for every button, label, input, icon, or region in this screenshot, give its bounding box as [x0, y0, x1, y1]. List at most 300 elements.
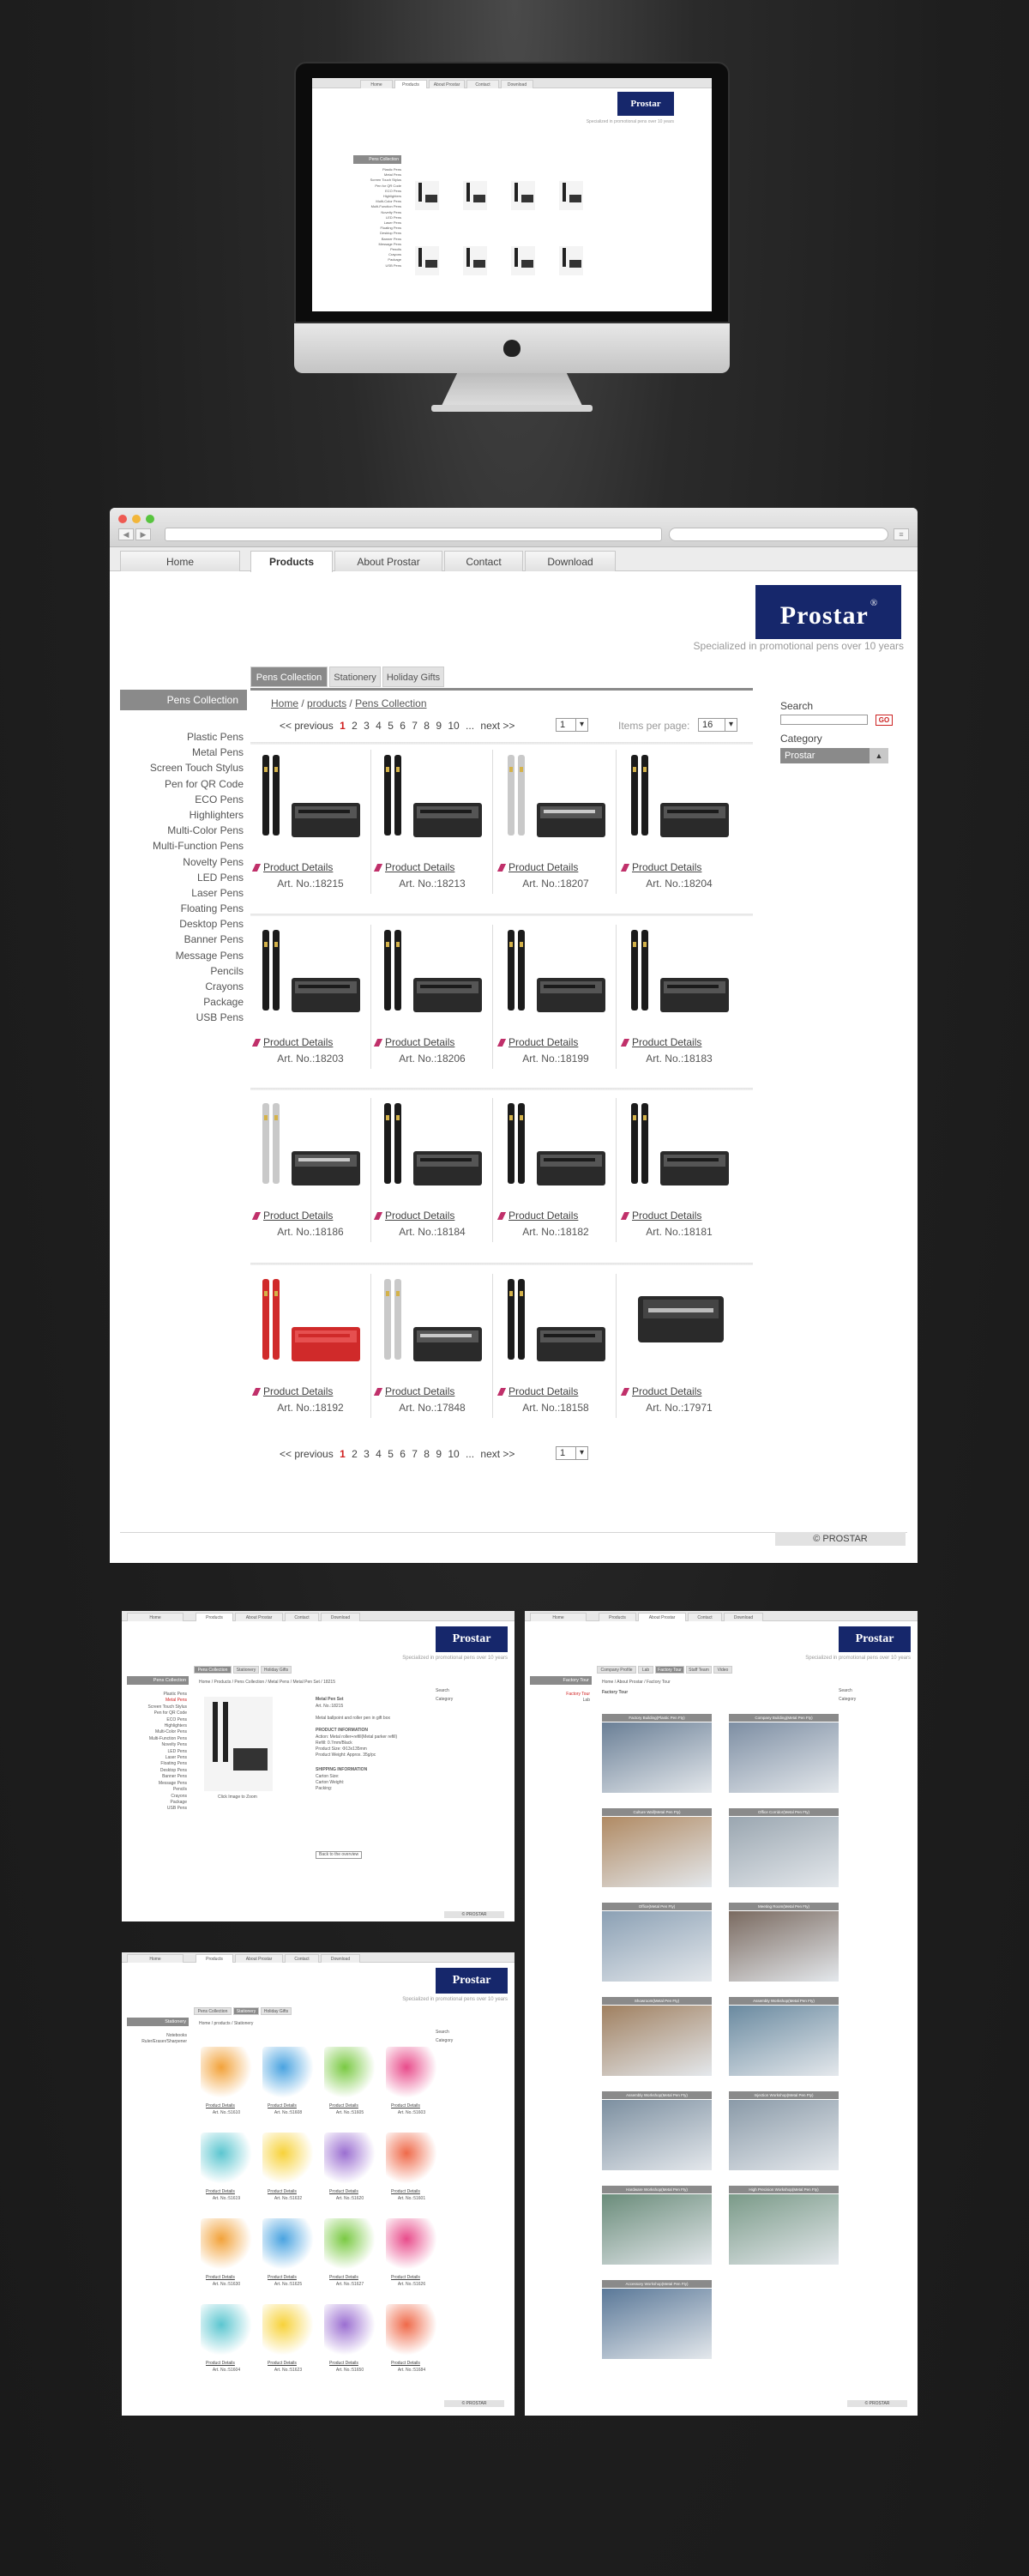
mini-tab-contact[interactable]: Contact [466, 80, 499, 88]
stationery-image[interactable] [201, 2304, 252, 2356]
pager-page[interactable]: 6 [400, 1448, 406, 1460]
stationery-card[interactable] [199, 2304, 254, 2386]
preview-tab-about[interactable]: About Prostar [235, 1613, 283, 1621]
preview-breadcrumb: Home / About Prostar / Factory Tour [602, 1680, 671, 1685]
preview-footer: © PROSTAR [847, 2400, 907, 2407]
product-image[interactable] [623, 750, 736, 853]
nav-tab-contact[interactable]: Contact [444, 551, 523, 571]
preview-title: Factory Tour [602, 1690, 629, 1695]
product-image[interactable] [254, 925, 367, 1028]
preview-tab-about[interactable]: About Prostar [638, 1613, 686, 1621]
pager-page[interactable]: 3 [364, 1448, 370, 1460]
preview-subtab[interactable]: Company Profile [597, 1666, 636, 1674]
product-art-number: Art. No.:51604 [212, 2368, 241, 2373]
product-image[interactable] [499, 750, 612, 853]
product-details-link[interactable]: Product Details [391, 2361, 420, 2366]
preview-sidebar-list: Plastic Pens Metal Pens Screen Touch Stylus Pen for QR Code ECO Pens Highlighters Multi-Color Pens Multi-Function Pens Novelty Pens LED Pens Laser Pens Floating Pens Desktop Pens Banner Pens Message Pens Pencils Crayons Package USB Pens [147, 1692, 187, 1812]
factory-photo-caption: Company Building(Metal Pen Fty) [729, 1714, 839, 1722]
stationery-image[interactable] [201, 2047, 252, 2098]
factory-photo[interactable] [729, 1997, 839, 2076]
preview-tab-home[interactable]: Home [530, 1613, 587, 1621]
product-details-link[interactable]: Product Details [623, 861, 739, 873]
product-card[interactable] [496, 925, 616, 1084]
product-image[interactable] [623, 1098, 736, 1201]
factory-photo-image [602, 1722, 712, 1793]
factory-photo-caption: Meeting Room(Metal Pen Fty) [729, 1903, 839, 1910]
mini-logo[interactable]: Prostar [617, 92, 674, 116]
sidebar-item-laser-pens[interactable]: Laser Pens [191, 886, 244, 899]
product-image[interactable] [254, 750, 367, 853]
factory-photo-image [729, 1817, 839, 1887]
preview-tab-products[interactable]: Products [599, 1613, 636, 1621]
subtab-pens-collection[interactable]: Pens Collection [250, 667, 328, 687]
product-art-number: Art. No.:51625 [274, 2282, 303, 2287]
mini-product[interactable] [463, 246, 487, 275]
stationery-card[interactable] [384, 2218, 439, 2301]
breadcrumb-current[interactable]: Pens Collection [355, 697, 427, 709]
preview-tagline: Specialized in promotional pens over 10 years [402, 1656, 508, 1661]
stationery-card[interactable] [261, 2218, 316, 2301]
sidebar-category-list [120, 729, 244, 1026]
product-card[interactable] [619, 1274, 739, 1433]
sidebar-item-plastic-pens[interactable]: Plastic Pens [186, 731, 244, 743]
stationery-card[interactable] [322, 2047, 377, 2129]
factory-photo-image [729, 2006, 839, 2076]
factory-photo[interactable] [602, 2091, 712, 2170]
product-image[interactable] [623, 925, 736, 1028]
sidebar-item-crayons[interactable]: Crayons [205, 980, 244, 992]
product-card[interactable] [372, 750, 492, 909]
product-art-number: Art. No.:51610 [212, 2110, 241, 2115]
column-divider [370, 1098, 371, 1242]
pager-page[interactable]: 9 [436, 720, 442, 732]
search-label: Search [780, 700, 814, 712]
product-details-link[interactable]: Product Details [329, 2275, 358, 2280]
mini-product[interactable] [415, 246, 439, 275]
preview-sidebar-head: Factory Tour [530, 1676, 592, 1685]
pen-icon [252, 864, 261, 872]
product-card[interactable] [372, 1274, 492, 1433]
stationery-card[interactable] [261, 2304, 316, 2386]
product-details-link[interactable]: Product Details [254, 1385, 370, 1397]
mini-tab-home[interactable]: Home [360, 80, 393, 88]
stationery-image[interactable] [262, 2133, 314, 2184]
stationery-card[interactable] [384, 2133, 439, 2215]
stationery-image[interactable] [324, 2047, 376, 2098]
column-divider [370, 1274, 371, 1418]
preview-tagline: Specialized in promotional pens over 10 years [805, 1656, 911, 1661]
preview-tab-home[interactable]: Home [127, 1613, 184, 1621]
stationery-card[interactable] [199, 2133, 254, 2215]
stationery-image[interactable] [386, 2133, 437, 2184]
product-details-link[interactable]: Product Details [206, 2189, 235, 2194]
preview-subtab[interactable]: Pens Collection [194, 1666, 232, 1674]
product-details-link[interactable]: Product Details [623, 1210, 739, 1222]
minimize-window-icon[interactable] [132, 515, 141, 523]
maximize-window-icon[interactable] [146, 515, 154, 523]
stationery-card[interactable] [261, 2047, 316, 2129]
preview-tab-products[interactable]: Products [196, 1954, 233, 1963]
product-art-number: Art. No.:18182 [522, 1226, 589, 1238]
mini-tab-products[interactable]: Products [394, 80, 427, 88]
preview-subtab[interactable]: Holiday Gifts [261, 1666, 292, 1674]
product-art-number: Art. No.:51603 [397, 2110, 426, 2115]
product-art-number: Art. No.:18206 [399, 1053, 466, 1065]
product-card[interactable] [372, 925, 492, 1084]
factory-photo[interactable] [602, 2186, 712, 2265]
pen-icon [374, 1388, 382, 1396]
pen-icon [252, 1212, 261, 1220]
product-art-number: Art. No.:18183 [646, 1053, 713, 1065]
factory-photo[interactable] [602, 1808, 712, 1887]
product-details-link[interactable]: Product Details [329, 2189, 358, 2194]
mini-product[interactable] [559, 181, 583, 210]
pager-page[interactable]: 5 [388, 720, 394, 732]
pager-page[interactable]: 8 [424, 1448, 430, 1460]
sidebar-item-pen-for-qr-code[interactable]: Pen for QR Code [164, 777, 244, 790]
stationery-image[interactable] [262, 2047, 314, 2098]
nav-tab-home[interactable]: Home [120, 551, 240, 571]
preview-nav [525, 1611, 918, 1621]
pager-page[interactable]: 10 [448, 720, 460, 732]
pager-page[interactable]: 5 [388, 1448, 394, 1460]
search-go-button[interactable]: GO [876, 715, 893, 726]
stationery-card[interactable] [384, 2304, 439, 2386]
sidebar-item-metal-pens[interactable]: Metal Pens [191, 746, 244, 759]
pager-page[interactable]: 10 [448, 1448, 460, 1460]
factory-photo-image [602, 2006, 712, 2076]
factory-photo-image [602, 2289, 712, 2359]
product-image[interactable] [376, 1274, 489, 1377]
preview-subtab[interactable]: Holiday Gifts [261, 2007, 292, 2015]
pager-page[interactable]: 6 [400, 720, 406, 732]
subtab-stationery[interactable]: Stationery [329, 667, 381, 687]
preview-back-button[interactable]: Back to the overview [316, 1851, 362, 1859]
subtab-underline [250, 688, 753, 691]
subtab-holiday-gifts[interactable]: Holiday Gifts [382, 667, 444, 687]
preview-sidebar-head: Stationery [127, 2018, 189, 2026]
category-label: Category [780, 733, 822, 745]
sidebar-item-pencils[interactable]: Pencils [210, 964, 244, 977]
product-image[interactable] [254, 1098, 367, 1201]
settings-icon[interactable]: ≡ [894, 528, 909, 540]
mini-tab-download[interactable]: Download [501, 80, 533, 88]
pager-page[interactable]: 7 [412, 1448, 418, 1460]
factory-photo-caption: Assembly Workshop(Metal Pen Fty) [729, 1997, 839, 2005]
pen-icon [497, 1212, 506, 1220]
sidebar-item-led-pens[interactable]: LED Pens [196, 871, 244, 884]
mini-product[interactable] [559, 246, 583, 275]
product-details-link[interactable]: Product Details [206, 2275, 235, 2280]
product-details-link[interactable]: Product Details [391, 2103, 420, 2108]
close-window-icon[interactable] [118, 515, 127, 523]
product-details-link[interactable]: Product Details [206, 2361, 235, 2366]
pager-page[interactable]: 8 [424, 720, 430, 732]
nav-tab-about[interactable]: About Prostar [334, 551, 442, 571]
preview-sidebar-list: Notebooks Ruler/Eraser/Sharpener [141, 2033, 187, 2045]
product-art-number: Art. No.:18158 [522, 1402, 589, 1414]
column-divider [492, 1098, 493, 1242]
product-details-link[interactable]: Product Details [268, 2189, 297, 2194]
preview-info-head: PRODUCT INFORMATION [316, 1728, 369, 1733]
mini-product[interactable] [415, 181, 439, 210]
product-card[interactable] [372, 1098, 492, 1258]
pager-page[interactable]: 2 [352, 1448, 358, 1460]
factory-photo[interactable] [729, 2186, 839, 2265]
product-art-number: Art. No.:18192 [277, 1402, 344, 1414]
product-image[interactable] [376, 750, 489, 853]
product-art-number: Art. No.:51650 [335, 2368, 364, 2373]
mini-product[interactable] [511, 181, 535, 210]
breadcrumb-products[interactable]: products [307, 697, 347, 709]
product-art-number: Art. No.:51627 [335, 2282, 364, 2287]
mini-tab-about[interactable]: About Prostar [429, 80, 465, 88]
preview-tab-download[interactable]: Download [724, 1613, 763, 1621]
preview-subtab[interactable]: Staff Team [686, 1666, 712, 1674]
product-details-link[interactable]: Product Details [376, 1036, 492, 1048]
back-arrow-icon[interactable]: ◀ [118, 528, 134, 540]
preview-search-label: Search [436, 1688, 449, 1693]
preview-tab-download[interactable]: Download [321, 1954, 360, 1963]
product-image[interactable] [376, 925, 489, 1028]
stationery-card[interactable] [322, 2133, 377, 2215]
product-card[interactable] [250, 1098, 370, 1258]
stationery-card[interactable] [322, 2218, 377, 2301]
row-divider [250, 914, 753, 916]
footer-copyright: © PROSTAR [775, 1532, 906, 1546]
preview-subtab[interactable]: Factory Tour [655, 1666, 684, 1674]
browser-search-field[interactable] [669, 528, 888, 541]
address-bar[interactable] [165, 528, 662, 541]
sidebar-item-multi-color-pens[interactable]: Multi-Color Pens [167, 824, 244, 837]
items-per-page-select[interactable]: 16 ▾ [698, 718, 737, 732]
pager-page[interactable]: 4 [376, 720, 382, 732]
product-details-link[interactable]: Product Details [268, 2275, 297, 2280]
product-details-link[interactable]: Product Details [391, 2275, 420, 2280]
page-select-bottom[interactable]: 1 ▾ [556, 1446, 588, 1460]
product-card[interactable] [250, 1274, 370, 1433]
category-select[interactable]: Prostar ▲ [780, 748, 888, 763]
items-per-page-label: Items per page: [618, 720, 690, 732]
product-art-number: Art. No.:51601 [397, 2196, 426, 2201]
mini-product[interactable] [463, 181, 487, 210]
forward-arrow-icon[interactable]: ▶ [135, 528, 151, 540]
product-art-number: Art. No.:51632 [274, 2196, 303, 2201]
pager-page[interactable]: 9 [436, 1448, 442, 1460]
pen-icon [374, 864, 382, 872]
sidebar-item-screen-touch-stylus[interactable]: Screen Touch Stylus [149, 762, 244, 775]
stationery-image[interactable] [201, 2133, 252, 2184]
product-details-link[interactable]: Product Details [329, 2103, 358, 2108]
factory-photo[interactable] [729, 1714, 839, 1793]
sidebar-item-eco-pens[interactable]: ECO Pens [195, 793, 244, 805]
preview-tab-contact[interactable]: Contact [285, 1954, 319, 1963]
sidebar-item-message-pens[interactable]: Message Pens [175, 949, 244, 962]
prostar-logo[interactable]: Prostar ® [755, 585, 901, 639]
preview-logo[interactable]: Prostar [839, 1626, 911, 1652]
sidebar-item-banner-pens[interactable]: Banner Pens [184, 933, 244, 946]
stationery-image[interactable] [324, 2304, 376, 2356]
product-details-link[interactable]: Product Details [254, 1036, 370, 1048]
product-card[interactable] [619, 925, 739, 1084]
factory-photo-image [602, 2194, 712, 2265]
nav-tab-products[interactable]: Products [250, 551, 333, 572]
stationery-card[interactable] [322, 2304, 377, 2386]
imac-mockup [294, 62, 730, 415]
product-details-link[interactable]: Product Details [391, 2189, 420, 2194]
sidebar-item-package[interactable]: Package [203, 996, 244, 1009]
mini-product[interactable] [511, 246, 535, 275]
sidebar-heading: Pens Collection [120, 690, 247, 710]
product-details-link[interactable]: Product Details [499, 1385, 616, 1397]
factory-photo[interactable] [729, 1903, 839, 1982]
factory-photo[interactable] [602, 1903, 712, 1982]
preview-ship: Carton Size: Carton Weight: Packing: [316, 1774, 345, 1791]
product-details-link[interactable]: Product Details [499, 1036, 616, 1048]
stationery-image[interactable] [386, 2218, 437, 2270]
pager-page[interactable]: 4 [376, 1448, 382, 1460]
mini-sidebar-heading: Pens Collection [353, 155, 401, 164]
column-divider [616, 750, 617, 894]
imac-screen [312, 78, 712, 311]
product-art-number: Art. No.:18213 [399, 878, 466, 890]
preview-tab-about[interactable]: About Prostar [235, 1954, 283, 1963]
sidebar-item-multi-function-pens[interactable]: Multi-Function Pens [152, 840, 244, 853]
product-details-link[interactable]: Product Details [268, 2361, 297, 2366]
product-art-number: Art. No.:51620 [335, 2196, 364, 2201]
product-details-link[interactable]: Product Details [268, 2103, 297, 2108]
stationery-image[interactable] [386, 2304, 437, 2356]
pager-page[interactable]: 3 [364, 720, 370, 732]
breadcrumb: Home / products / Pens Collection [271, 697, 427, 709]
product-details-link[interactable]: Product Details [254, 861, 370, 873]
stationery-card[interactable] [384, 2047, 439, 2129]
factory-photo-caption: Culture Wall(Metal Pen Fty) [602, 1808, 712, 1816]
preview-tab-products[interactable]: Products [196, 1613, 233, 1621]
product-image[interactable] [499, 925, 612, 1028]
pen-icon [621, 1039, 629, 1047]
factory-photo[interactable] [729, 1808, 839, 1887]
sidebar-item-highlighters[interactable]: Highlighters [189, 808, 244, 821]
preview-subtab[interactable]: Video [713, 1666, 732, 1674]
product-image[interactable] [623, 1274, 736, 1377]
pager-page[interactable]: 2 [352, 720, 358, 732]
product-image[interactable] [499, 1274, 612, 1377]
pager-next[interactable]: next >> [480, 720, 515, 732]
sidebar-item-usb-pens[interactable]: USB Pens [196, 1011, 244, 1024]
product-details-link[interactable]: Product Details [623, 1036, 739, 1048]
pager-prev[interactable]: << previous [280, 720, 334, 732]
product-details-link[interactable]: Product Details [376, 1210, 492, 1222]
sidebar-item-floating-pens[interactable]: Floating Pens [180, 902, 244, 915]
breadcrumb-home[interactable]: Home [271, 697, 299, 709]
preview-tab-download[interactable]: Download [321, 1613, 360, 1621]
product-card[interactable] [619, 1098, 739, 1258]
preview-subtab[interactable]: Lab [638, 1666, 653, 1674]
pen-icon [374, 1039, 382, 1047]
preview-category-label: Category [839, 1697, 857, 1702]
product-card[interactable] [496, 1274, 616, 1433]
stationery-image[interactable] [324, 2133, 376, 2184]
product-art-number: Art. No.:18207 [522, 878, 589, 890]
stationery-image[interactable] [262, 2304, 314, 2356]
site-nav-bar [110, 547, 918, 571]
sidebar-item-novelty-pens[interactable]: Novelty Pens [183, 855, 244, 868]
factory-photo[interactable] [729, 2091, 839, 2170]
product-card[interactable] [619, 750, 739, 909]
factory-photo-image [729, 1722, 839, 1793]
imac-base [431, 405, 593, 412]
product-details-link[interactable]: Product Details [376, 1385, 492, 1397]
preview-product-image[interactable] [204, 1697, 273, 1791]
product-image[interactable] [254, 1274, 367, 1377]
preview-subtab[interactable]: Stationery [233, 1666, 259, 1674]
product-art-number: Art. No.:51630 [212, 2282, 241, 2287]
factory-photo[interactable] [602, 2280, 712, 2359]
stationery-image[interactable] [324, 2218, 376, 2270]
product-card[interactable] [250, 750, 370, 909]
product-details-link[interactable]: Product Details [623, 1385, 739, 1397]
product-details-link[interactable]: Product Details [254, 1210, 370, 1222]
pagination-top: << previous 1 2 3 4 5 6 7 8 9 10 ... next >> [280, 720, 515, 732]
page-select[interactable]: 1 ▾ [556, 718, 588, 732]
pen-icon [497, 1388, 506, 1396]
sidebar-item-desktop-pens[interactable]: Desktop Pens [179, 918, 244, 931]
product-details-link[interactable]: Product Details [499, 1210, 616, 1222]
stationery-image[interactable] [386, 2047, 437, 2098]
product-image[interactable] [499, 1098, 612, 1201]
preview-desc: Metal ballpoint and roller pen in gift box [316, 1716, 390, 1721]
factory-photo[interactable] [602, 1714, 712, 1793]
mini-sidebar-list: Plastic Pens Metal Pens Screen Touch Stylus Pen for QR Code ECO Pens Highlighters Multi-Color Pens Multi-Function Pens Novelty Pens LED Pens Laser Pens Floating Pens Desktop Pens Banner Pens Message Pens Pencils Crayons Package USB Pens [370, 167, 401, 268]
stationery-image[interactable] [262, 2218, 314, 2270]
pen-icon [621, 1388, 629, 1396]
stationery-card[interactable] [199, 2218, 254, 2301]
pager-prev[interactable]: << previous [280, 1448, 334, 1460]
preview-tab-home[interactable]: Home [127, 1954, 184, 1963]
pager-next[interactable]: next >> [480, 1448, 515, 1460]
factory-photo-caption: Assembly Workshop(Metal Pen Fty) [602, 2091, 712, 2099]
stationery-image[interactable] [201, 2218, 252, 2270]
search-input[interactable] [780, 715, 868, 725]
preview-tab-contact[interactable]: Contact [285, 1613, 319, 1621]
product-details-link[interactable]: Product Details [206, 2103, 235, 2108]
preview-tab-contact[interactable]: Contact [688, 1613, 722, 1621]
preview-logo[interactable]: Prostar [436, 1626, 508, 1652]
preview-tagline: Specialized in promotional pens over 10 years [402, 1997, 508, 2002]
nav-tab-download[interactable]: Download [525, 551, 616, 571]
product-card[interactable] [496, 1098, 616, 1258]
preview-subtab[interactable]: Pens Collection [194, 2007, 232, 2015]
product-card[interactable] [496, 750, 616, 909]
product-details-link[interactable]: Product Details [499, 861, 616, 873]
product-image[interactable] [376, 1098, 489, 1201]
preview-logo[interactable]: Prostar [436, 1968, 508, 1994]
stationery-card[interactable] [199, 2047, 254, 2129]
product-details-link[interactable]: Product Details [376, 861, 492, 873]
product-details-link[interactable]: Product Details [329, 2361, 358, 2366]
factory-photo-caption: Office Corridor(Metal Pen Fty) [729, 1808, 839, 1816]
factory-photo-caption: Office(Metal Pen Fty) [602, 1903, 712, 1910]
factory-photo-caption: High Precision Workshop(Metal Pen Fty) [729, 2186, 839, 2193]
factory-photo-caption: Factory Building(Plastic Pen Fty) [602, 1714, 712, 1722]
product-card[interactable] [250, 925, 370, 1084]
preview-subtab[interactable]: Stationery [233, 2007, 259, 2015]
factory-photo[interactable] [602, 1997, 712, 2076]
preview-footer: © PROSTAR [444, 1911, 504, 1918]
pager-page[interactable]: 7 [412, 720, 418, 732]
stationery-card[interactable] [261, 2133, 316, 2215]
